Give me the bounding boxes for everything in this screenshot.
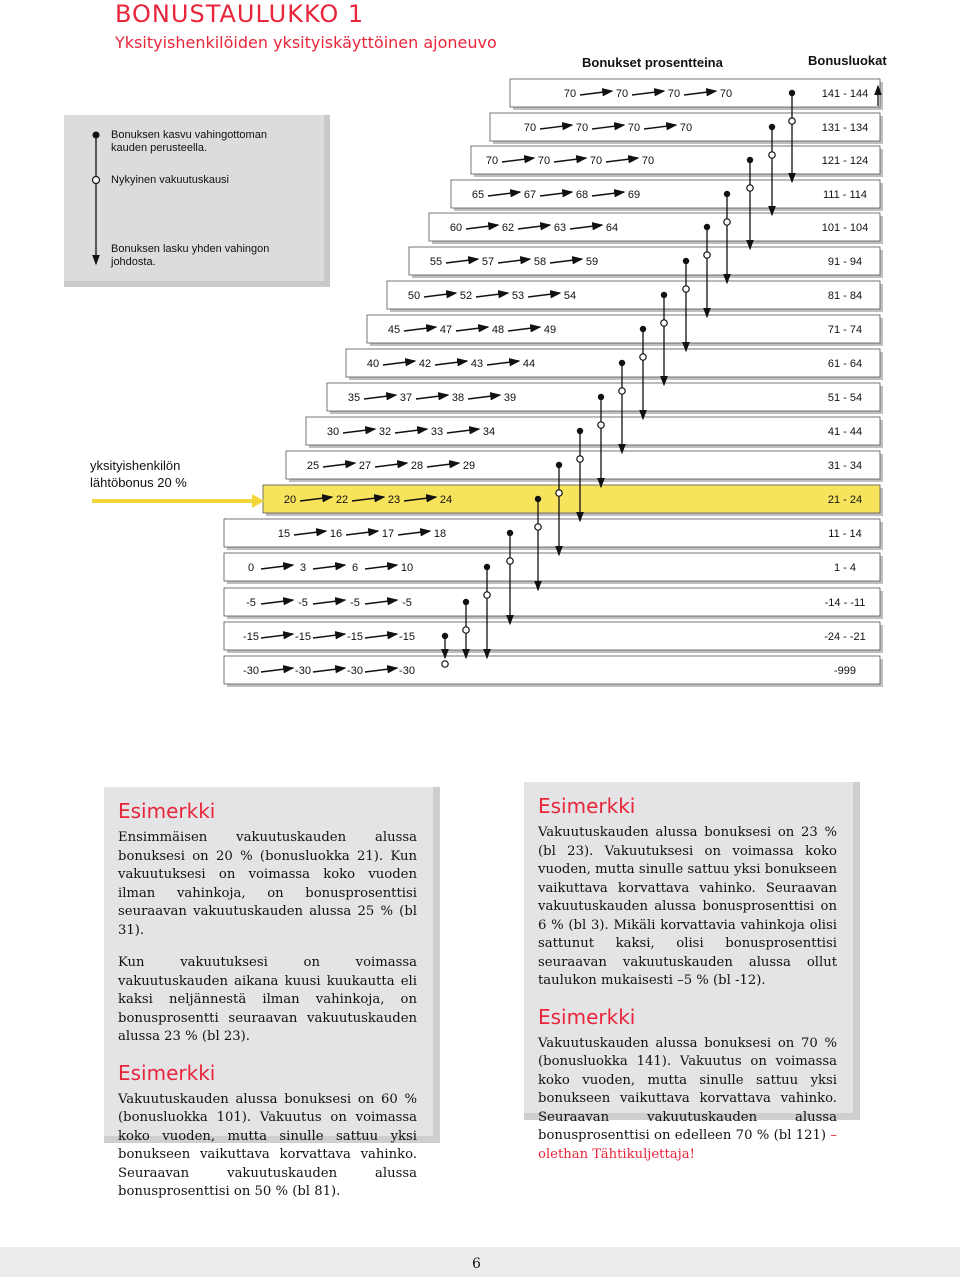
bonus-value: 58 [533,256,547,268]
current-marker [683,286,689,292]
current-marker [507,558,513,564]
bonus-value: -30 [347,665,363,677]
example-heading: Esimerkki [538,794,636,818]
current-marker [704,252,710,258]
bonus-value: 17 [381,528,395,540]
origin-dot [704,224,710,230]
bonus-value: 59 [585,256,599,268]
bonus-value: -30 [295,665,311,677]
bonus-value: 70 [641,155,655,167]
bonus-value: 70 [667,88,681,100]
legend-ring-icon [93,177,100,184]
example-text-body: Vakuutuskauden alussa bonuksesi on 70 % (bonusluokka 141). Vakuutus on voimassa koko vuoden, mutta sinulle sattuu yksi bonukseen vaikuttava korvattava vahinko. Seuraavan vakuutuskauden alussa bonusprosenttisi on edelleen 70 % (bl 121) [538,1035,837,1143]
bonus-row [471,146,880,174]
bonus-class: 11 - 14 [828,528,862,540]
bonus-value: 22 [335,494,349,506]
bonus-class: 61 - 64 [827,358,863,370]
legend-increase-text: Bonuksen kasvu vahingottoman kauden perusteella. [111,129,267,154]
bonus-value: 49 [543,324,557,336]
bonus-value: 62 [501,222,515,234]
bonus-class: 131 - 134 [821,122,869,134]
current-marker [619,388,625,394]
origin-dot [769,124,775,130]
bonus-value: 43 [470,358,484,370]
percent-header: Bonukset prosentteina [582,55,723,70]
bonus-value: 38 [451,392,465,404]
example-box-left [104,787,440,1199]
bonus-row [224,656,880,684]
current-marker [640,354,646,360]
origin-dot [535,496,541,502]
bonus-value: -5 [246,597,256,609]
bonus-row [306,417,880,445]
bonus-value: -15 [347,631,363,643]
page-subtitle: Yksityishenkilöiden yksityiskäyttöinen ajoneuvo [115,33,497,52]
origin-dot [507,530,513,536]
bonus-value: 28 [410,460,424,472]
origin-dot [747,157,753,163]
origin-dot [463,599,469,605]
bonus-class: -999 [833,665,857,677]
current-marker [769,152,775,158]
example-text: Ensimmäisen vakuutuskauden alussa bonuksesi on 20 % (bonusluokka 21). Kun vakuutuksesi on voimassa koko vuoden ilman vahinkoja, on bonusprosenttisi seuraavan vakuutuskauden alussa 25 % (bl 31). [118,830,417,938]
bonus-value: 34 [482,426,496,438]
bonus-value: 69 [627,189,641,201]
start-arrow-head [252,494,264,508]
bonus-value: -15 [243,631,259,643]
origin-dot [442,633,448,639]
current-marker [535,524,541,530]
bonus-row [224,588,880,616]
bonus-value: 37 [399,392,413,404]
bonus-value: 54 [563,290,577,302]
bonus-value: -30 [243,665,259,677]
bonus-class: 1 - 4 [833,562,857,574]
class-header: Bonusluokat [808,53,887,68]
bonus-value: 24 [439,494,453,506]
bonus-value: 48 [491,324,505,336]
bonus-class: 111 - 114 [822,189,868,201]
origin-dot [577,428,583,434]
bonus-value: 60 [449,222,463,234]
bonus-row [286,451,880,479]
origin-dot [484,564,490,570]
origin-dot [640,326,646,332]
bonus-value: -5 [298,597,308,609]
example-tagline: – olethan Tähtikuljettaja! [538,1128,837,1162]
bonus-class: 141 - 144 [821,88,869,100]
page-title: BONUSTAULUKKO 1 [115,0,365,28]
origin-dot [598,394,604,400]
current-marker [556,490,562,496]
bonus-value: 70 [563,88,577,100]
bonus-value: 55 [429,256,443,268]
bonus-value: 10 [400,562,414,574]
bonus-value: 52 [459,290,473,302]
bonus-class: -14 - -11 [824,597,866,609]
origin-dot [661,292,667,298]
bonus-class: 101 - 104 [821,222,869,234]
bonus-class: 81 - 84 [827,290,863,302]
bonus-value: 39 [503,392,517,404]
bonus-value: 70 [537,155,551,167]
bonus-value: 20 [283,494,297,506]
bonus-value: 15 [277,528,291,540]
bonus-value: 68 [575,189,589,201]
start-label-line1: yksityishenkilön [90,458,181,473]
example-text [538,1035,837,1165]
current-marker [463,627,469,633]
bonus-value: 25 [306,460,320,472]
bonus-row [429,213,880,241]
bonus-value: 70 [615,88,629,100]
bonus-value: 64 [605,222,619,234]
bonus-value: -15 [295,631,311,643]
bonus-value: 3 [299,562,307,574]
bonus-value: 70 [679,122,693,134]
bonus-value: 44 [522,358,536,370]
bonus-value: -5 [402,597,412,609]
start-label-line2: lähtöbonus 20 % [90,475,187,490]
bonus-value: 16 [329,528,343,540]
bonus-row [224,519,880,547]
start-bonus-label [90,457,187,491]
bonus-value: 70 [627,122,641,134]
bonus-value: 67 [523,189,537,201]
bonus-row [451,180,880,208]
bonus-value: 35 [347,392,361,404]
bonus-value: 70 [523,122,537,134]
example-heading: Esimerkki [118,799,216,823]
bonus-class: 91 - 94 [827,256,863,268]
bonus-class: -24 - -21 [824,631,866,643]
legend-decrease-text: Bonuksen lasku yhden vahingon johdosta. [111,243,270,268]
bonus-value: -15 [399,631,415,643]
current-marker [484,592,490,598]
current-marker [598,422,604,428]
bonus-value: 53 [511,290,525,302]
bonus-value: 70 [575,122,589,134]
legend-dot-icon [93,132,100,139]
current-marker [442,661,448,667]
bonus-value: 70 [589,155,603,167]
example-text: Vakuutuskauden alussa bonuksesi on 23 % (bl 23). Vakuutuksesi on voimassa koko vuoden, mutta sinulle sattuu yksi bonukseen vaikuttava korvattava vahinko. Seuraavan vakuutuskauden alussa bonusprosenttisi on 6 % (bl 3). Mikäli korvattavia vahinkoja olisi sattunut kaksi, olisi bonusprosenttisi seuraavan vakuutuskauden alussa ollut taulukon mukaisesti –5 % (bl -12). [538,825,837,988]
bonus-value: 6 [351,562,359,574]
origin-dot [724,191,730,197]
bonus-value: 65 [471,189,485,201]
bonus-class: 31 - 34 [827,460,863,472]
bonus-value: 50 [407,290,421,302]
bonus-value: 57 [481,256,495,268]
bonus-class: 71 - 74 [827,324,863,336]
bonus-row [224,553,880,581]
bonus-value: 33 [430,426,444,438]
bonus-class: 41 - 44 [827,426,863,438]
bonus-row [224,622,880,650]
bonus-value: 47 [439,324,453,336]
bonus-value: 40 [366,358,380,370]
bonus-value: 23 [387,494,401,506]
bonus-value: 63 [553,222,567,234]
bonus-value: -5 [350,597,360,609]
bonus-value: 70 [485,155,499,167]
legend-current-text: Nykyinen vakuutuskausi [111,174,230,186]
current-marker [661,320,667,326]
bonus-value: 30 [326,426,340,438]
bonus-class: 121 - 124 [821,155,869,167]
origin-dot [789,90,795,96]
bonus-value: 70 [719,88,733,100]
example-heading: Esimerkki [538,1004,636,1029]
bonus-class: 21 - 24 [827,494,863,506]
origin-dot [556,462,562,468]
example-text: Vakuutuskauden alussa bonuksesi on 60 % (bonusluokka 101). Vakuutus on voimassa koko vuoden, mutta sinulle sattuu yksi bonukseen vaikuttava korvattava vahinko. Seuraavan vakuutuskauden alussa bonusprosenttisi on 50 % (bl 81). [118,1091,417,1199]
example-text: Kun vakuutuksesi on voimassa vakuutuskauden aikana kuusi kuukautta eli kaksi neljännestä ilman vahinkoja, on bonusprosentti seuraavan vakuutuskauden alussa 23 % (bl 23). [118,955,417,1044]
bonus-value: 18 [433,528,447,540]
page-number: 6 [472,1256,481,1272]
start-row [263,485,880,513]
origin-dot [619,360,625,366]
bonus-value: -30 [399,665,415,677]
bonus-value: 42 [418,358,432,370]
current-marker [789,118,795,124]
bonus-value: 45 [387,324,401,336]
origin-dot [683,258,689,264]
bonus-row [409,247,880,275]
bonus-class: 51 - 54 [827,392,863,404]
current-marker [577,456,583,462]
bonus-value: 29 [462,460,476,472]
example-heading: Esimerkki [118,1060,216,1085]
bonus-value: 32 [378,426,392,438]
example-box-right [524,782,860,1162]
bonus-value: 27 [358,460,372,472]
current-marker [724,219,730,225]
bonus-value: 0 [247,562,255,574]
current-marker [747,185,753,191]
